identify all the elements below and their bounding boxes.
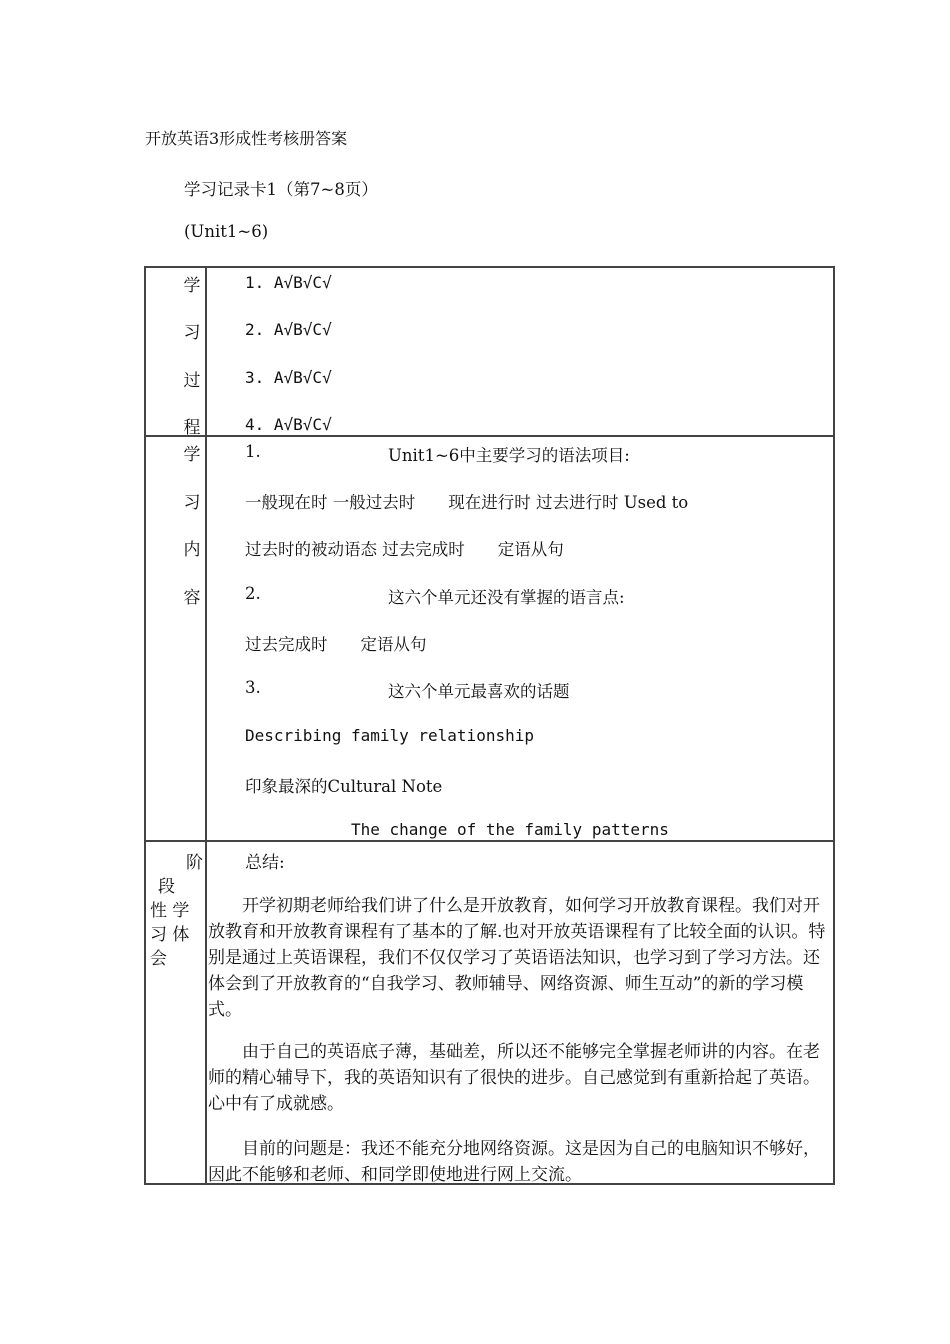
question-2-text: 这六个单元还没有掌握的语言点: bbox=[388, 588, 625, 607]
process-label-char: 学 bbox=[183, 276, 201, 296]
reflection-label-line: 会 bbox=[150, 949, 167, 969]
cultural-note-label: 印象最深的Cultural Note bbox=[245, 777, 443, 796]
question-3-number: 3. bbox=[245, 678, 261, 697]
process-label-char: 程 bbox=[183, 418, 201, 438]
document-title: 开放英语3形成性考核册答案 bbox=[145, 129, 348, 148]
process-answer-3: 3. A√B√C√ bbox=[245, 368, 332, 387]
units-range: (Unit1~6) bbox=[184, 222, 269, 241]
process-answer-2: 2. A√B√C√ bbox=[245, 320, 332, 339]
table-column-divider bbox=[205, 268, 207, 1183]
reflection-paragraph-1: 开学初期老师给我们讲了什么是开放教育，如何学习开放教育课程。我们对开放教育和开放教育课程有了基本的了解.也对开放英语课程有了比较全面的认识。特别是通过上英语课程，我们不仅仅学习了英语语法知识，也学习到了学习方法。还体会到了开放教育的“自我学习、教师辅导、网络资源、师生互动”的新的学习模式。 bbox=[208, 896, 826, 1020]
content-label-char: 习 bbox=[183, 493, 201, 513]
reflection-label-line: 习 体 bbox=[150, 925, 190, 945]
content-label-char: 学 bbox=[183, 445, 201, 465]
row-divider-2 bbox=[146, 840, 833, 842]
process-answer-4: 4. A√B√C√ bbox=[245, 415, 332, 434]
question-3-text: 这六个单元最喜欢的话题 bbox=[388, 682, 570, 701]
content-label-char: 容 bbox=[183, 588, 201, 608]
summary-label: 总结: bbox=[245, 853, 285, 873]
cultural-note-value: The change of the family patterns bbox=[351, 820, 669, 839]
reflection-paragraph-3: 目前的问题是：我还不能充分地网络资源。这是因为自己的电脑知识不够好，因此不能够和老师、和同学即使地进行网上交流。 bbox=[208, 1139, 820, 1185]
unmastered-points: 过去完成时 定语从句 bbox=[245, 635, 427, 654]
reflection-label-line: 阶 bbox=[186, 853, 203, 873]
grammar-items-line-2: 过去时的被动语态 过去完成时 定语从句 bbox=[245, 540, 564, 559]
process-answer-1: 1. A√B√C√ bbox=[245, 273, 332, 292]
favorite-topic: Describing family relationship bbox=[245, 726, 534, 745]
question-1-text: Unit1~6中主要学习的语法项目: bbox=[388, 446, 630, 465]
question-1-number: 1. bbox=[245, 442, 261, 461]
reflection-label-line: 性 学 bbox=[150, 901, 190, 921]
content-label-char: 内 bbox=[183, 540, 201, 560]
reflection-label-line: 段 bbox=[158, 877, 175, 897]
grammar-items-line-1: 一般现在时 一般过去时 现在进行时 过去进行时 Used to bbox=[245, 493, 689, 512]
question-2-number: 2. bbox=[245, 584, 261, 603]
card-title: 学习记录卡1（第7~8页） bbox=[184, 180, 378, 199]
process-label-char: 过 bbox=[183, 371, 201, 391]
process-label-char: 习 bbox=[183, 323, 201, 343]
reflection-paragraph-2: 由于自己的英语底子薄，基础差，所以还不能够完全掌握老师讲的内容。在老师的精心辅导下，我的英语知识有了很快的进步。自己感觉到有重新拾起了英语。心中有了成就感。 bbox=[208, 1042, 820, 1114]
row-divider-1 bbox=[146, 435, 833, 437]
